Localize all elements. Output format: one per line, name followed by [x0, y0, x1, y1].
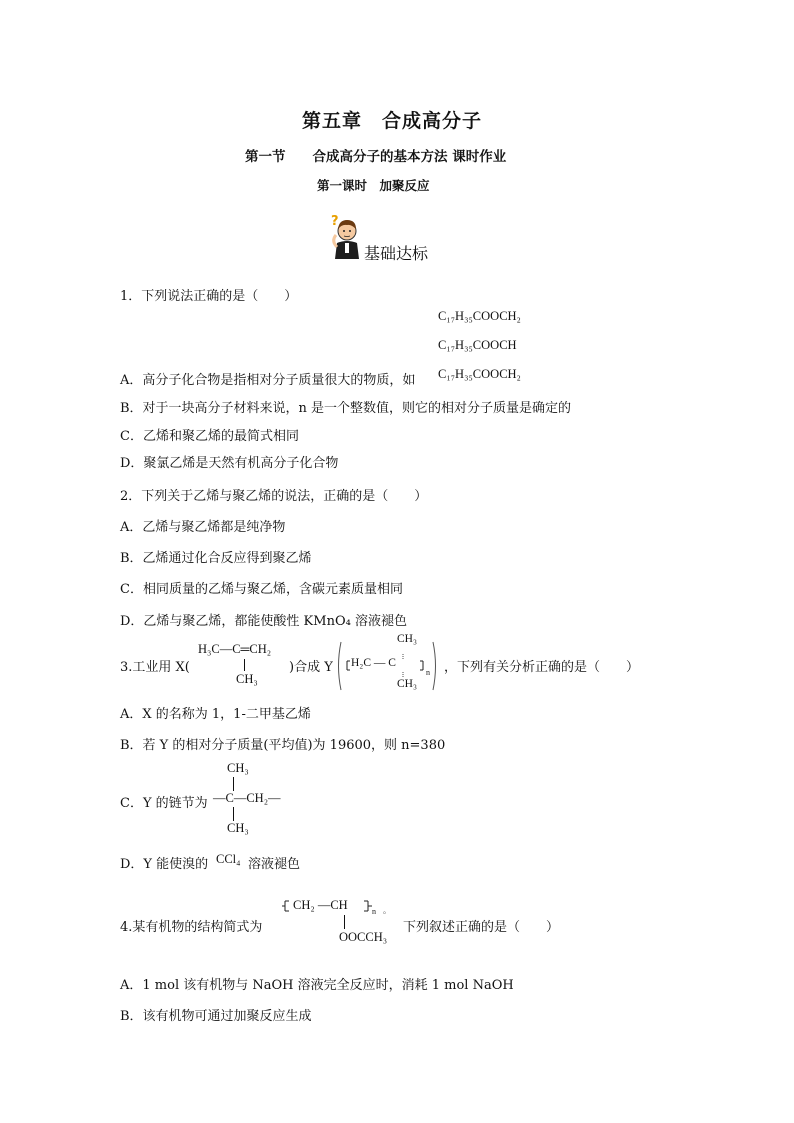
chapter-title: 第五章 合成高分子	[302, 110, 483, 132]
q3-c-bond-bottom	[233, 807, 234, 821]
q1-option-c: C．乙烯和聚乙烯的最简式相同	[120, 429, 299, 444]
q3-y-bottom: CH₃	[397, 678, 417, 690]
q3-y-n: n	[426, 668, 430, 677]
q1-stem: 1．下列说法正确的是（ ）	[120, 289, 298, 304]
q3-option-d-ccl4: CCl₄	[216, 852, 241, 866]
q3-option-c: C．Y 的链节为	[120, 796, 208, 811]
q3-stem-suffix: ，下列有关分析正确的是（ ）	[444, 660, 640, 675]
q4-structure-top: CH₂ —CH	[293, 898, 348, 912]
q3-option-a: A．X 的名称为 1，1-二甲基乙烯	[120, 707, 311, 722]
q2-option-b: B．乙烯通过化合反应得到聚乙烯	[120, 551, 312, 566]
q4-option-b: B．该有机物可通过加聚反应生成	[120, 1009, 312, 1024]
q2-option-a: A．乙烯与聚乙烯都是纯净物	[120, 520, 286, 535]
svg-text:?: ?	[331, 214, 339, 229]
q2-option-c: C．相同质量的乙烯与聚乙烯，含碳元素质量相同	[120, 582, 403, 597]
q3-stem-middle: )合成 Y	[289, 660, 333, 675]
q3-c-mid: —C—CH₂—	[213, 791, 281, 805]
q1-option-b: B．对于一块高分子材料来说，n 是一个整数值，则它的相对分子质量是确定的	[120, 401, 572, 416]
q1-option-a: A．高分子化合物是指相对分子质量很大的物质，如	[120, 373, 416, 388]
q3-stem-prefix: 3.工业用 X(	[120, 660, 190, 675]
q3-y-mid: H₂C — C	[351, 657, 396, 669]
q2-option-d: D．乙烯与聚乙烯，都能使酸性 KMnO₄ 溶液褪色	[120, 614, 407, 629]
q3-c-top: CH₃	[227, 761, 249, 775]
lesson-title: 第一课时 加聚反应	[317, 178, 430, 193]
q4-structure-n: n	[372, 907, 376, 916]
q4-structure-dot: 。	[383, 906, 391, 915]
q4-structure-bottom: OOCCH₃	[339, 930, 388, 944]
q3-option-d-prefix: D．Y 能使溴的	[120, 857, 209, 872]
section-badge-label: 基础达标	[364, 244, 429, 263]
q4-structure-bond	[344, 915, 345, 929]
q3-option-b: B．若 Y 的相对分子质量(平均值)为 19600，则 n=380	[120, 738, 446, 753]
q3-x-bond	[244, 659, 245, 671]
q1-formula-line-2: C₁₇H₃₅COOCH	[438, 338, 517, 352]
q1-formula-line-1: C₁₇H₃₅COOCH₂	[438, 309, 521, 323]
q4-option-a: A．1 mol 该有机物与 NaOH 溶液完全反应时，消耗 1 mol NaOH	[120, 978, 514, 993]
q3-c-bond-top	[233, 777, 234, 791]
q1-option-d: D．聚氯乙烯是天然有机高分子化合物	[120, 456, 339, 471]
q4-stem-prefix: 4.某有机物的结构简式为	[120, 920, 263, 935]
q3-c-bottom: CH₃	[227, 821, 249, 835]
q4-stem-suffix: 下列叙述正确的是（ ）	[403, 920, 560, 935]
q3-y-top: CH₃	[397, 633, 417, 645]
q2-stem: 2．下列关于乙烯与聚乙烯的说法，正确的是（ ）	[120, 489, 428, 504]
q3-x-formula-top: H₃C—C═CH₂	[198, 642, 272, 656]
q3-x-formula-bottom: CH₃	[236, 672, 258, 686]
student-thinking-icon	[327, 213, 365, 261]
q3-option-d-suffix: 溶液褪色	[248, 857, 301, 872]
section-title: 第一节 合成高分子的基本方法 课时作业	[245, 149, 507, 165]
q1-formula-line-3: C₁₇H₃₅COOCH₂	[438, 367, 521, 381]
